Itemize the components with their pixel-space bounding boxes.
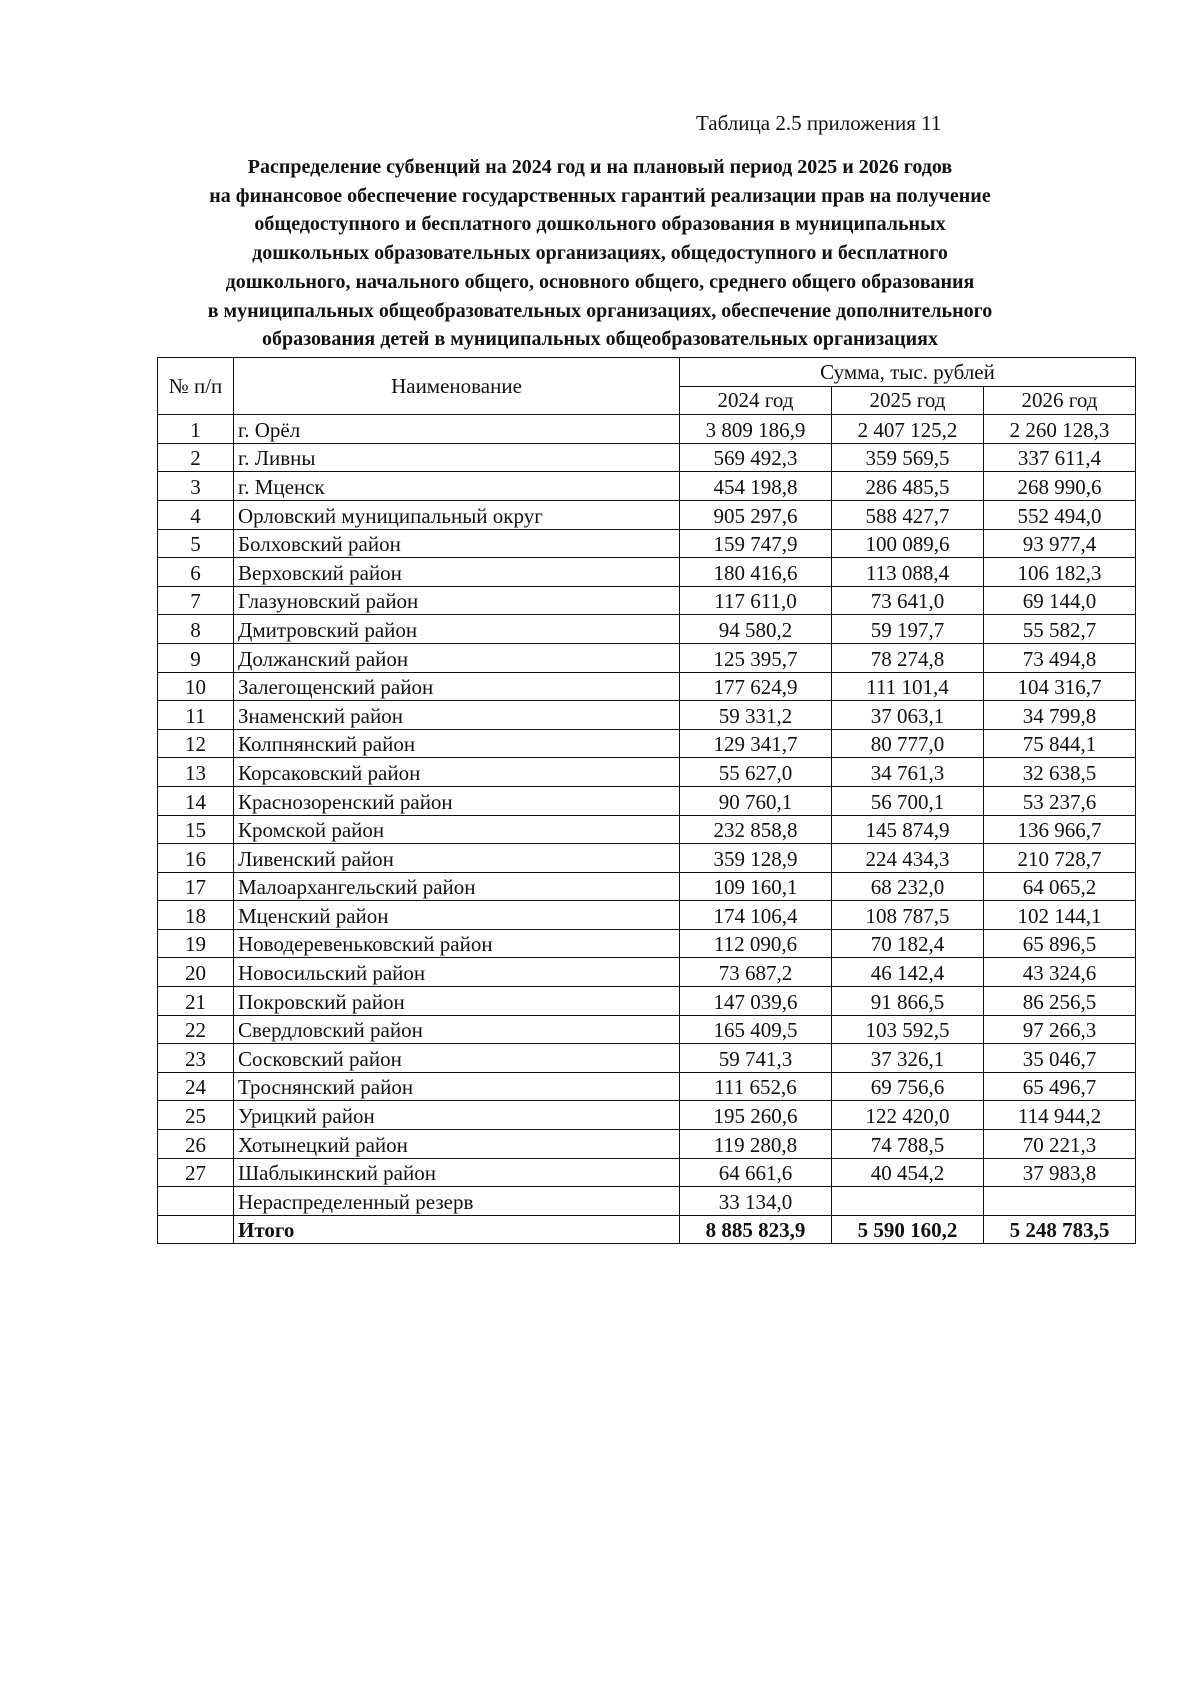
row-name: Ливенский район	[234, 844, 680, 873]
row-number: 6	[158, 558, 234, 587]
row-value-2026: 136 966,7	[984, 815, 1136, 844]
row-value-2025: 359 569,5	[832, 443, 984, 472]
table-row	[158, 615, 1136, 644]
row-value-2024: 454 198,8	[680, 472, 832, 501]
table-row	[158, 1072, 1136, 1101]
row-name: Глазуновский район	[234, 586, 680, 615]
col-header-2026: 2026 год	[984, 386, 1136, 415]
row-value-2025: 588 427,7	[832, 500, 984, 529]
col-header-name: Наименование	[234, 358, 680, 415]
row-value-2026: 210 728,7	[984, 844, 1136, 873]
table-row	[158, 443, 1136, 472]
row-value-2025: 111 101,4	[832, 672, 984, 701]
heading-line: на финансовое обеспечение государственных гарантий реализации прав на получение	[209, 184, 991, 207]
row-number: 9	[158, 643, 234, 672]
table-row	[158, 1015, 1136, 1044]
row-value-2025: 224 434,3	[832, 844, 984, 873]
row-number: 17	[158, 872, 234, 901]
row-number: 22	[158, 1015, 234, 1044]
heading-line: дошкольного, начального общего, основного общего, среднего общего образования	[225, 270, 975, 293]
row-value-2025: 103 592,5	[832, 1015, 984, 1044]
row-value-2026: 104 316,7	[984, 672, 1136, 701]
row-value-2026: 73 494,8	[984, 643, 1136, 672]
row-name: Должанский район	[234, 643, 680, 672]
row-value-2025: 59 197,7	[832, 615, 984, 644]
table-row	[158, 729, 1136, 758]
row-number: 21	[158, 987, 234, 1016]
table-row	[158, 844, 1136, 873]
row-number: 23	[158, 1044, 234, 1073]
table-row	[158, 529, 1136, 558]
row-number: 5	[158, 529, 234, 558]
row-name: Новосильский район	[234, 958, 680, 987]
row-value-2024: 232 858,8	[680, 815, 832, 844]
row-name: Кромской район	[234, 815, 680, 844]
row-value-2025: 145 874,9	[832, 815, 984, 844]
row-value-2024: 117 611,0	[680, 586, 832, 615]
row-value-2026: 70 221,3	[984, 1130, 1136, 1159]
row-number: 26	[158, 1130, 234, 1159]
row-value-2025: 73 641,0	[832, 586, 984, 615]
heading-line: образования детей в муниципальных общеобразовательных организациях	[262, 328, 938, 351]
row-value-2024: 125 395,7	[680, 643, 832, 672]
row-number: 8	[158, 615, 234, 644]
row-value-2026: 102 144,1	[984, 901, 1136, 930]
row-name: Хотынецкий район	[234, 1130, 680, 1159]
table-row	[158, 958, 1136, 987]
total-value-2024: 8 885 823,9	[680, 1215, 832, 1244]
row-value-2025: 113 088,4	[832, 558, 984, 587]
row-value-2025: 74 788,5	[832, 1130, 984, 1159]
table-header-row	[158, 358, 1136, 387]
table-total-row	[158, 1215, 1136, 1244]
col-header-2025: 2025 год	[832, 386, 984, 415]
heading-line: дошкольных образовательных организациях, общедоступного и бесплатного	[252, 242, 948, 265]
table-row	[158, 701, 1136, 730]
row-name: Колпнянский район	[234, 729, 680, 758]
row-number: 7	[158, 586, 234, 615]
row-name: Нераспределенный резерв	[234, 1187, 680, 1216]
row-value-2024: 119 280,8	[680, 1130, 832, 1159]
table-row	[158, 901, 1136, 930]
row-value-2024: 55 627,0	[680, 758, 832, 787]
row-name: Корсаковский район	[234, 758, 680, 787]
col-header-num: № п/п	[158, 358, 234, 415]
heading-line: Распределение субвенций на 2024 год и на плановый период 2025 и 2026 годов	[247, 156, 953, 178]
table-row	[158, 500, 1136, 529]
row-value-2025: 56 700,1	[832, 786, 984, 815]
row-value-2024: 147 039,6	[680, 987, 832, 1016]
row-number: 19	[158, 929, 234, 958]
row-value-2026: 69 144,0	[984, 586, 1136, 615]
row-number: 13	[158, 758, 234, 787]
table-row	[158, 586, 1136, 615]
row-value-2025: 70 182,4	[832, 929, 984, 958]
row-name: Знаменский район	[234, 701, 680, 730]
row-value-2026: 65 496,7	[984, 1072, 1136, 1101]
row-value-2026: 34 799,8	[984, 701, 1136, 730]
table-row	[158, 786, 1136, 815]
row-value-2026: 86 256,5	[984, 987, 1136, 1016]
row-value-2026: 55 582,7	[984, 615, 1136, 644]
row-value-2025: 37 326,1	[832, 1044, 984, 1073]
row-value-2026: 97 266,3	[984, 1015, 1136, 1044]
row-value-2024: 94 580,2	[680, 615, 832, 644]
col-header-2024: 2024 год	[680, 386, 832, 415]
row-name: Дмитровский район	[234, 615, 680, 644]
row-value-2026: 93 977,4	[984, 529, 1136, 558]
row-value-2025: 69 756,6	[832, 1072, 984, 1101]
row-number: 27	[158, 1158, 234, 1187]
row-name: Урицкий район	[234, 1101, 680, 1130]
row-name: г. Ливны	[234, 443, 680, 472]
row-value-2026: 32 638,5	[984, 758, 1136, 787]
row-name: г. Орёл	[234, 415, 680, 444]
row-value-2025: 91 866,5	[832, 987, 984, 1016]
row-number: 18	[158, 901, 234, 930]
table-row	[158, 1130, 1136, 1159]
table-row	[158, 1101, 1136, 1130]
row-number	[158, 1187, 234, 1216]
row-value-2025: 34 761,3	[832, 758, 984, 787]
row-name: Малоархангельский район	[234, 872, 680, 901]
row-name: Шаблыкинский район	[234, 1158, 680, 1187]
row-name: Сосковский район	[234, 1044, 680, 1073]
row-name: Верховский район	[234, 558, 680, 587]
row-value-2026: 37 983,8	[984, 1158, 1136, 1187]
row-value-2024: 905 297,6	[680, 500, 832, 529]
row-value-2024: 165 409,5	[680, 1015, 832, 1044]
row-number: 3	[158, 472, 234, 501]
row-value-2024: 33 134,0	[680, 1187, 832, 1216]
heading-line: в муниципальных общеобразовательных организациях, обеспечение дополнительного	[207, 299, 993, 322]
row-value-2025: 68 232,0	[832, 872, 984, 901]
row-name: Свердловский район	[234, 1015, 680, 1044]
row-name: Залегощенский район	[234, 672, 680, 701]
table-row	[158, 929, 1136, 958]
document-heading	[140, 153, 1060, 354]
row-value-2024: 90 760,1	[680, 786, 832, 815]
row-value-2026: 268 990,6	[984, 472, 1136, 501]
row-name: Орловский муниципальный округ	[234, 500, 680, 529]
row-value-2025: 2 407 125,2	[832, 415, 984, 444]
row-name: Болховский район	[234, 529, 680, 558]
table-row	[158, 472, 1136, 501]
row-value-2025: 122 420,0	[832, 1101, 984, 1130]
row-value-2024: 195 260,6	[680, 1101, 832, 1130]
table-row	[158, 987, 1136, 1016]
row-value-2026: 2 260 128,3	[984, 415, 1136, 444]
row-number: 14	[158, 786, 234, 815]
row-value-2024: 177 624,9	[680, 672, 832, 701]
table-row	[158, 415, 1136, 444]
row-value-2025: 37 063,1	[832, 701, 984, 730]
total-value-2025: 5 590 160,2	[832, 1215, 984, 1244]
row-value-2024: 64 661,6	[680, 1158, 832, 1187]
row-name: Мценский район	[234, 901, 680, 930]
row-number: 10	[158, 672, 234, 701]
row-value-2026: 337 611,4	[984, 443, 1136, 472]
table-row	[158, 1187, 1136, 1216]
total-number	[158, 1215, 234, 1244]
table-caption: Таблица 2.5 приложения 11	[696, 111, 942, 135]
table-row	[158, 672, 1136, 701]
row-value-2024: 73 687,2	[680, 958, 832, 987]
table-row	[158, 643, 1136, 672]
row-value-2026: 75 844,1	[984, 729, 1136, 758]
row-value-2024: 180 416,6	[680, 558, 832, 587]
row-number: 12	[158, 729, 234, 758]
row-value-2025: 78 274,8	[832, 643, 984, 672]
table-row	[158, 1044, 1136, 1073]
row-value-2025: 100 089,6	[832, 529, 984, 558]
row-number: 16	[158, 844, 234, 873]
row-value-2025: 286 485,5	[832, 472, 984, 501]
row-value-2024: 109 160,1	[680, 872, 832, 901]
col-header-sum: Сумма, тыс. рублей	[680, 358, 1136, 387]
total-name: Итого	[234, 1215, 680, 1244]
table-row	[158, 1158, 1136, 1187]
row-value-2026: 65 896,5	[984, 929, 1136, 958]
row-value-2024: 59 331,2	[680, 701, 832, 730]
row-value-2025: 40 454,2	[832, 1158, 984, 1187]
row-value-2024: 174 106,4	[680, 901, 832, 930]
row-value-2025: 46 142,4	[832, 958, 984, 987]
row-value-2026: 53 237,6	[984, 786, 1136, 815]
row-number: 4	[158, 500, 234, 529]
row-value-2026: 106 182,3	[984, 558, 1136, 587]
row-value-2024: 111 652,6	[680, 1072, 832, 1101]
row-value-2025: 80 777,0	[832, 729, 984, 758]
row-value-2026: 64 065,2	[984, 872, 1136, 901]
table-row	[158, 872, 1136, 901]
row-value-2026: 43 324,6	[984, 958, 1136, 987]
row-number: 15	[158, 815, 234, 844]
table-row	[158, 558, 1136, 587]
row-number: 20	[158, 958, 234, 987]
row-name: г. Мценск	[234, 472, 680, 501]
row-value-2025	[832, 1187, 984, 1216]
row-number: 24	[158, 1072, 234, 1101]
row-value-2024: 159 747,9	[680, 529, 832, 558]
table-body	[158, 415, 1136, 1244]
total-value-2026: 5 248 783,5	[984, 1215, 1136, 1244]
subvention-table	[157, 357, 1136, 1244]
row-value-2025: 108 787,5	[832, 901, 984, 930]
row-value-2026: 114 944,2	[984, 1101, 1136, 1130]
row-number: 2	[158, 443, 234, 472]
row-value-2024: 59 741,3	[680, 1044, 832, 1073]
table-row	[158, 758, 1136, 787]
table-row	[158, 815, 1136, 844]
row-value-2024: 129 341,7	[680, 729, 832, 758]
row-name: Новодеревеньковский район	[234, 929, 680, 958]
row-number: 1	[158, 415, 234, 444]
row-name: Троснянский район	[234, 1072, 680, 1101]
row-name: Покровский район	[234, 987, 680, 1016]
row-value-2026: 552 494,0	[984, 500, 1136, 529]
heading-line: общедоступного и бесплатного дошкольного образования в муниципальных	[254, 213, 946, 236]
row-value-2024: 112 090,6	[680, 929, 832, 958]
row-value-2026: 35 046,7	[984, 1044, 1136, 1073]
row-number: 11	[158, 701, 234, 730]
row-value-2024: 3 809 186,9	[680, 415, 832, 444]
row-value-2024: 359 128,9	[680, 844, 832, 873]
row-value-2024: 569 492,3	[680, 443, 832, 472]
row-value-2026	[984, 1187, 1136, 1216]
row-number: 25	[158, 1101, 234, 1130]
row-name: Краснозоренский район	[234, 786, 680, 815]
